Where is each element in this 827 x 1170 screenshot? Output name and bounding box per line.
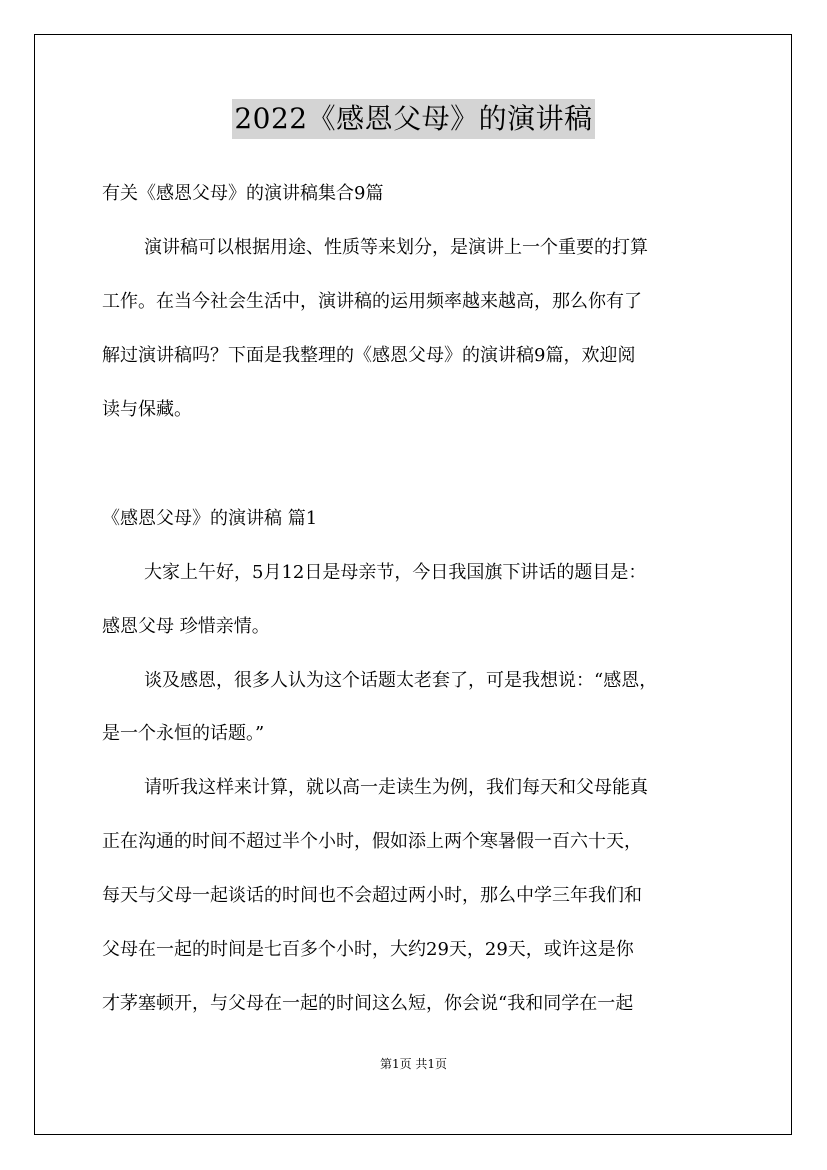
paragraph2-line-2: 是一个永恒的话题。” bbox=[102, 723, 265, 744]
paragraph1-line-1: 大家上午好，5月12日是母亲节，今日我国旗下讲话的题目是： bbox=[144, 562, 647, 583]
paragraph3-line-1: 请听我这样来计算，就以高一走读生为例，我们每天和父母能真 bbox=[144, 777, 648, 798]
intro-line-1: 演讲稿可以根据用途、性质等来划分，是演讲上一个重要的打算 bbox=[144, 237, 648, 258]
paragraph1-line-2: 感恩父母 珍惜亲情。 bbox=[102, 616, 270, 637]
title-container bbox=[0, 99, 827, 139]
intro-line-4: 读与保藏。 bbox=[102, 399, 192, 420]
section-heading: 《感恩父母》的演讲稿 篇1 bbox=[102, 508, 318, 529]
paragraph2-line-1: 谈及感恩，很多人认为这个话题太老套了，可是我想说：“感恩， bbox=[144, 670, 658, 691]
page-footer: 第1页 共1页 bbox=[379, 1057, 448, 1071]
document-subtitle: 有关《感恩父母》的演讲稿集合9篇 bbox=[102, 183, 384, 204]
paragraph3-line-3: 每天与父母一起谈话的时间也不会超过两小时，那么中学三年我们和 bbox=[102, 885, 642, 906]
intro-line-2: 工作。在当今社会生活中，演讲稿的运用频率越来越高，那么你有了 bbox=[102, 291, 642, 312]
paragraph3-line-2: 正在沟通的时间不超过半个小时，假如添上两个寒暑假一百六十天， bbox=[102, 831, 642, 852]
paragraph3-line-5: 才茅塞顿开，与父母在一起的时间这么短，你会说“我和同学在一起 bbox=[102, 993, 634, 1014]
intro-line-3: 解过演讲稿吗？下面是我整理的《感恩父母》的演讲稿9篇，欢迎阅 bbox=[102, 345, 636, 366]
document-title: 2022《感恩父母》的演讲稿 bbox=[232, 99, 594, 139]
paragraph3-line-4: 父母在一起的时间是七百多个小时，大约29天，29天，或许这是你 bbox=[102, 939, 634, 960]
